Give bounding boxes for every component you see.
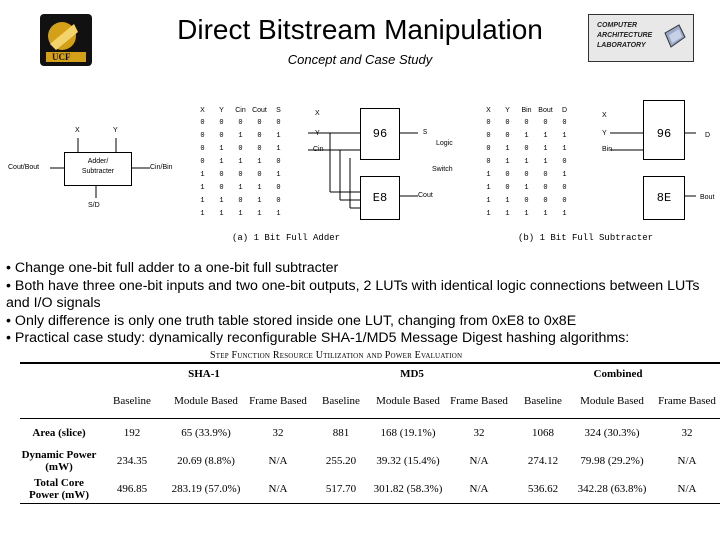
col-header: S (276, 106, 281, 114)
truth-table-cell: 1 (276, 209, 281, 218)
switch-label: Switch (432, 166, 453, 173)
bullet-item: • Change one-bit full adder to a one-bit full subtracter (6, 260, 339, 276)
lut-value: E8 (372, 191, 388, 205)
truth-table-cell: 0 (200, 118, 205, 127)
group-sha1: SHA-1 (98, 363, 310, 384)
truth-table-cell: 1 (200, 170, 205, 179)
truth-table-cell: 0 (276, 183, 281, 192)
perf-group-header (20, 363, 720, 384)
truth-table-cell: 1 (524, 131, 529, 140)
truth-table-cell: 1 (276, 131, 281, 140)
subtracter-bout-output-label: Bout (700, 194, 715, 201)
truth-table-cell: 1 (505, 196, 510, 205)
adder-truth-table (193, 104, 288, 220)
perf-row (20, 475, 720, 504)
lut-value: 96 (372, 127, 388, 141)
truth-table-cell: 0 (276, 157, 281, 166)
truth-table-cell: 1 (238, 157, 243, 166)
subtracter-d-output-label: D (705, 132, 711, 139)
truth-table-row (479, 181, 574, 194)
truth-table-cell: 0 (562, 157, 567, 166)
perf-cell: 301.82 (58.3%) (372, 475, 444, 504)
adder-cout-output-label: Cout (418, 192, 433, 199)
perf-cell: 255.20 (325, 455, 357, 467)
perf-cell: 79.98 (29.2%) (580, 455, 644, 467)
truth-table-cell: 1 (486, 196, 491, 205)
truth-table-cell: 1 (486, 183, 491, 192)
truth-table-cell: 0 (486, 131, 491, 140)
truth-table-cell: 1 (524, 209, 529, 218)
truth-table-cell: 1 (219, 196, 224, 205)
perf-subheader-cell: Baseline (98, 384, 166, 419)
perf-row-label: Total Core Power (mW) (20, 475, 98, 504)
truth-table-row (193, 129, 288, 142)
truth-table-cell: 0 (486, 144, 491, 153)
truth-table-cell: 1 (200, 209, 205, 218)
y-input-label: Y (113, 127, 118, 134)
col-header: Cin (235, 106, 246, 114)
adder-caption: (a) 1 Bit Full Adder (232, 233, 341, 243)
sd-output-label: S/D (88, 202, 100, 209)
truth-table-cell: 0 (257, 118, 262, 127)
adder-subtracter-label: Adder/ Subtracter (81, 158, 115, 175)
truth-table-cell: 1 (562, 209, 567, 218)
col-header: Bin (521, 106, 532, 114)
perf-cell: 881 (332, 427, 350, 439)
truth-table-cell: 0 (486, 118, 491, 127)
truth-table-cell: 1 (200, 196, 205, 205)
truth-table-cell: 0 (219, 118, 224, 127)
col-header: Y (505, 106, 510, 114)
col-header: Y (219, 106, 224, 114)
lab-logo (588, 14, 694, 62)
perf-cell: 517.70 (310, 475, 372, 504)
truth-table-cell: 0 (486, 157, 491, 166)
truth-table-row (479, 129, 574, 142)
chip-icon (661, 23, 687, 53)
truth-table-row (193, 142, 288, 155)
lut-value: 8E (656, 191, 672, 205)
lut-96-subtracter (643, 100, 685, 160)
perf-cell: 32 (272, 427, 284, 439)
col-header: X (486, 106, 491, 114)
bullet-list (6, 260, 718, 348)
truth-table-cell: 0 (505, 118, 510, 127)
truth-table-cell: 1 (219, 144, 224, 153)
perf-cell: 20.69 (8.8%) (177, 455, 235, 467)
truth-table-cell: 1 (543, 157, 548, 166)
perf-subheader-cell: Module Based (166, 384, 246, 419)
perf-cell: N/A (444, 475, 514, 504)
truth-table-row (193, 168, 288, 181)
perf-cell: 39.32 (15.4%) (376, 455, 440, 467)
truth-table-cell: 0 (543, 183, 548, 192)
truth-table-row (193, 116, 288, 129)
truth-table-cell: 1 (505, 157, 510, 166)
truth-table-cell: 0 (562, 196, 567, 205)
perf-cell: 324 (30.3%) (584, 427, 640, 439)
cin-bin-label: Cin/Bin (150, 164, 173, 171)
perf-cell: 536.62 (514, 475, 572, 504)
truth-table-cell: 1 (543, 131, 548, 140)
group-combined: Combined (514, 363, 720, 384)
perf-cell: 32 (473, 427, 485, 439)
lut-cin-label: Cin (313, 146, 324, 153)
bullet-item: • Only difference is only one truth table stored inside one LUT, changing from 0xE8 to 0x8E (6, 312, 577, 329)
truth-table-row (479, 142, 574, 155)
perf-cell: 192 (123, 427, 141, 439)
truth-table-cell: 0 (200, 144, 205, 153)
perf-row-label: Area (slice) (32, 427, 86, 439)
lut-8e-subtracter (643, 176, 685, 220)
perf-table (20, 362, 720, 504)
truth-table-header (479, 104, 574, 116)
ucf-logo-text: UCF (52, 52, 71, 62)
lut-bin-label: Bin (602, 146, 613, 153)
truth-table-cell: 1 (219, 209, 224, 218)
truth-table-cell: 0 (505, 131, 510, 140)
perf-row (20, 419, 720, 448)
perf-cell: 283.19 (57.0%) (166, 475, 246, 504)
truth-table-row (193, 194, 288, 207)
bullet-item: • Practical case study: dynamically reconfigurable SHA-1/MD5 Message Digest hashing algorithms: (6, 330, 630, 346)
perf-cell: 32 (681, 427, 693, 439)
truth-table-row (193, 155, 288, 168)
truth-table-cell: 0 (543, 118, 548, 127)
lut-x-label: X (315, 110, 320, 117)
perf-cell: N/A (469, 455, 489, 467)
lab-logo-line: COMPUTER (597, 22, 638, 29)
perf-subheader-cell: Frame Based (246, 384, 310, 419)
perf-cell: N/A (268, 455, 288, 467)
truth-table-cell: 0 (562, 183, 567, 192)
col-header: D (561, 106, 568, 114)
truth-table-cell: 0 (238, 144, 243, 153)
truth-table-cell: 1 (238, 209, 243, 218)
truth-table-cell: 1 (543, 144, 548, 153)
truth-table-cell: 1 (238, 131, 243, 140)
perf-row-label: Dynamic Power (mW) (21, 449, 97, 473)
truth-table-cell: 0 (276, 118, 281, 127)
truth-table-cell: 0 (543, 196, 548, 205)
truth-table-cell: 1 (486, 209, 491, 218)
truth-table-cell: 0 (200, 157, 205, 166)
perf-subheader-cell: Frame Based (444, 384, 514, 419)
truth-table-cell: 1 (562, 170, 567, 179)
truth-table-cell: 0 (505, 170, 510, 179)
truth-table-row (479, 155, 574, 168)
truth-table-row (479, 116, 574, 129)
truth-table-cell: 0 (200, 131, 205, 140)
truth-table-cell: 1 (524, 183, 529, 192)
lut-value: 96 (656, 127, 672, 141)
lut-x-label: X (602, 112, 607, 119)
perf-cell: N/A (677, 455, 697, 467)
group-md5: MD5 (310, 363, 514, 384)
truth-table-row (479, 168, 574, 181)
truth-table-cell: 1 (562, 131, 567, 140)
adder-s-output-label: S (423, 129, 428, 137)
truth-table-cell: 0 (219, 131, 224, 140)
truth-table-cell: 0 (524, 170, 529, 179)
truth-table-cell: 1 (276, 170, 281, 179)
truth-table-cell: 1 (257, 183, 262, 192)
truth-table-cell: 1 (200, 183, 205, 192)
truth-table-cell: 1 (276, 144, 281, 153)
truth-table-cell: 1 (219, 157, 224, 166)
truth-table-cell: 0 (257, 144, 262, 153)
perf-cell: 274.12 (527, 455, 559, 467)
perf-row (20, 447, 720, 475)
lut-y-label: Y (602, 130, 607, 137)
truth-table-cell: 1 (486, 170, 491, 179)
x-input-label: X (75, 127, 80, 134)
perf-subheader-cell: Module Based (572, 384, 652, 419)
perf-cell: N/A (652, 475, 720, 504)
truth-table-cell: 0 (257, 170, 262, 179)
perf-subheader-cell: Baseline (514, 384, 572, 419)
lut-y-label: Y (315, 130, 320, 137)
perf-table-title: Step Function Resource Utilization and Power Evaluation (210, 350, 463, 361)
truth-table-cell: 0 (238, 118, 243, 127)
perf-subheader-cell: Frame Based (652, 384, 720, 419)
truth-table-cell: 0 (238, 170, 243, 179)
truth-table-cell: 0 (257, 131, 262, 140)
truth-table-cell: 0 (562, 118, 567, 127)
col-header: Bout (538, 106, 553, 114)
truth-table-row (193, 181, 288, 194)
truth-table-cell: 1 (562, 144, 567, 153)
perf-cell: 168 (19.1%) (380, 427, 436, 439)
perf-cell: 65 (33.9%) (181, 427, 231, 439)
truth-table-cell: 0 (524, 196, 529, 205)
perf-subheader (20, 384, 720, 419)
subtracter-caption: (b) 1 Bit Full Subtracter (518, 233, 654, 243)
truth-table-cell: 1 (524, 157, 529, 166)
truth-table-cell: 1 (543, 209, 548, 218)
truth-table-cell: 0 (524, 144, 529, 153)
perf-cell: 234.35 (116, 455, 148, 467)
truth-table-cell: 1 (505, 144, 510, 153)
lut-96-adder (360, 108, 400, 160)
truth-table-cell: 0 (524, 118, 529, 127)
truth-table-cell: 0 (505, 183, 510, 192)
col-header: X (200, 106, 205, 114)
truth-table-cell: 0 (238, 196, 243, 205)
truth-table-cell: 1 (505, 209, 510, 218)
adder-subtracter-block (64, 152, 132, 186)
perf-cell: N/A (246, 475, 310, 504)
perf-subheader-cell: Baseline (310, 384, 372, 419)
truth-table-header (193, 104, 288, 116)
subtracter-truth-table (479, 104, 574, 220)
page-subtitle: Concept and Case Study (287, 52, 433, 67)
bullet-item: • Both have three one-bit inputs and two one-bit outputs, 2 LUTs with identical logic connections between LUTs and I/O signals (6, 277, 700, 311)
lab-logo-line: LABORATORY (597, 42, 646, 49)
col-header: Cout (252, 106, 267, 114)
logic-label: Logic (436, 140, 453, 147)
truth-table-cell: 1 (238, 183, 243, 192)
perf-cell: 342.28 (63.8%) (572, 475, 652, 504)
lut-e8-adder (360, 176, 400, 220)
page-title: Direct Bitstream Manipulation (177, 14, 543, 45)
truth-table-row (479, 207, 574, 220)
perf-cell: 496.85 (98, 475, 166, 504)
truth-table-row (479, 194, 574, 207)
perf-subheader-cell: Module Based (372, 384, 444, 419)
perf-cell: 1068 (532, 427, 554, 439)
lab-logo-line: ARCHITECTURE (597, 32, 653, 39)
truth-table-cell: 0 (219, 170, 224, 179)
truth-table-cell: 0 (543, 170, 548, 179)
truth-table-cell: 1 (257, 196, 262, 205)
truth-table-cell: 1 (257, 209, 262, 218)
truth-table-cell: 0 (219, 183, 224, 192)
truth-table-row (193, 207, 288, 220)
cout-bout-label: Cout/Bout (8, 164, 40, 171)
truth-table-cell: 0 (276, 196, 281, 205)
truth-table-cell: 1 (257, 157, 262, 166)
